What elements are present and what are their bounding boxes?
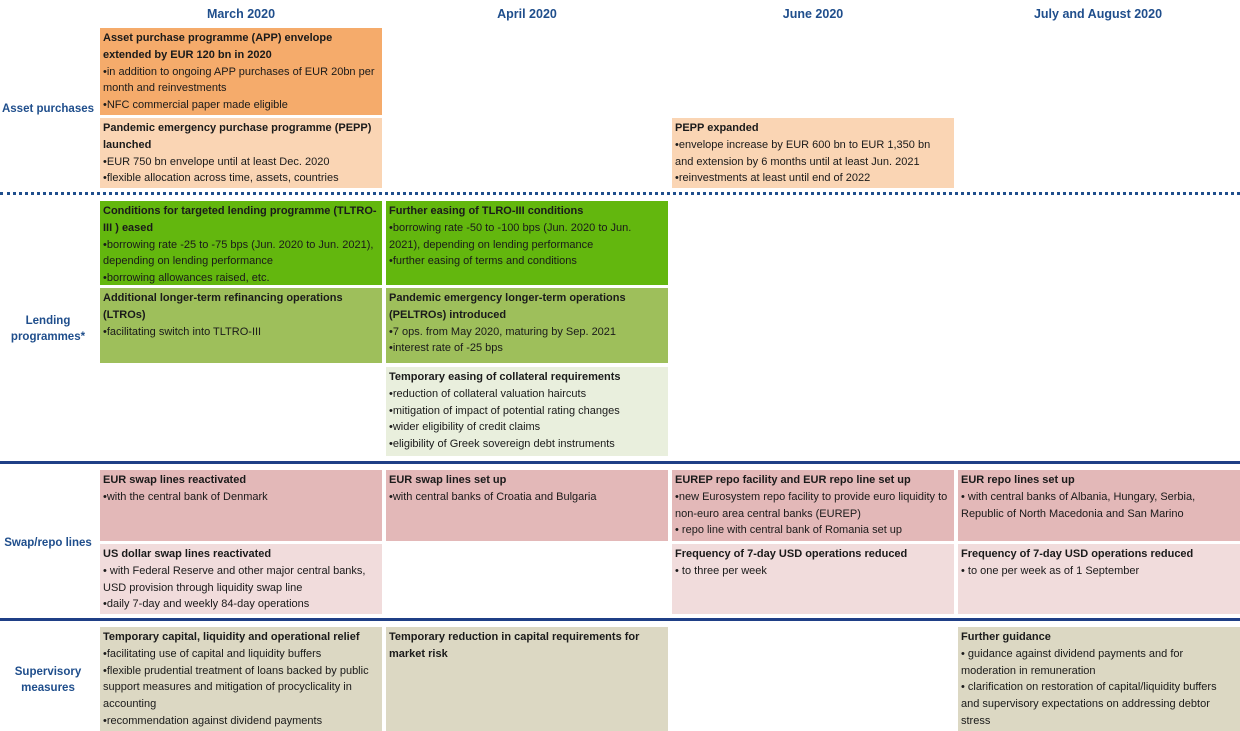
box-usd-ops-reduced-july: [958, 544, 1240, 614]
bullet-item: • envelope increase by EUR 600 bn to EUR 1,350 bn and extension by 6 months until at least Jun. 2021: [675, 137, 951, 171]
bullet-list: [961, 489, 1237, 523]
bullet-item: • 7 ops. from May 2020, maturing by Sep. 2021: [389, 324, 665, 341]
box-title: Pandemic emergency longer-term operations (PELTROs) introduced: [389, 292, 626, 321]
bullet-item: • daily 7-day and weekly 84-day operations: [103, 596, 379, 613]
bullet-item: • NFC commercial paper made eligible: [103, 97, 379, 114]
row-label-text: Supervisory: [14, 666, 82, 678]
box-title: Frequency of 7-day USD operations reduced: [961, 548, 1194, 560]
separator-dotted: [0, 192, 1240, 195]
header-april: April 2020: [497, 7, 557, 21]
row-label-supervisory: [0, 664, 96, 696]
box-title: Further guidance: [961, 631, 1051, 643]
box-capital-liquidity-relief: [100, 627, 382, 731]
bullet-list: [103, 154, 379, 188]
row-label-text: Lending: [25, 315, 71, 327]
bullet-item: • new Eurosystem repo facility to provide euro liquidity to non-euro area central banks (EUREP): [675, 489, 951, 523]
bullet-item: • further easing of terms and conditions: [389, 253, 665, 270]
bullet-item: • in addition to ongoing APP purchases of EUR 20bn per month and reinvestments: [103, 64, 379, 98]
box-title: Frequency of 7-day USD operations reduced: [675, 548, 908, 560]
bullet-item: • borrowing rate -25 to -75 bps (Jun. 2020 to Jun. 2021), depending on lending performance: [103, 237, 379, 271]
header-june: June 2020: [782, 7, 844, 21]
box-usd-ops-reduced-june: [672, 544, 954, 614]
bullet-list: [389, 386, 665, 453]
box-usd-swap-reactivated: [100, 544, 382, 614]
box-pepp-expanded: [672, 118, 954, 188]
bullet-item: • with the central bank of Denmark: [103, 489, 379, 506]
header-march: March 2020: [206, 7, 276, 21]
bullet-list: [675, 563, 951, 580]
bullet-item: • repo line with central bank of Romania set up: [675, 522, 951, 539]
box-peltro: [386, 288, 668, 363]
bullet-item: • eligibility of Greek sovereign debt instruments: [389, 436, 665, 453]
bullet-item: • reinvestments at least until end of 2022: [675, 170, 951, 187]
box-tltro-further-easing: [386, 201, 668, 285]
bullet-item: • mitigation of impact of potential rating changes: [389, 403, 665, 420]
bullet-list: [103, 563, 379, 613]
box-tltro-eased: [100, 201, 382, 285]
row-label-text: Swap/repo lines: [4, 537, 92, 549]
box-eur-repo-lines: [958, 470, 1240, 541]
bullet-item: • with central banks of Croatia and Bulgaria: [389, 489, 665, 506]
bullet-item: • borrowing rate -50 to -100 bps (Jun. 2020 to Jun. 2021), depending on lending performance: [389, 220, 665, 254]
box-title: Temporary reduction in capital requirements for market risk: [389, 631, 640, 660]
box-further-guidance: [958, 627, 1240, 731]
row-label-text: programmes*: [10, 331, 86, 343]
box-ltro: [100, 288, 382, 363]
box-market-risk-reduction: [386, 627, 668, 731]
box-collateral-easing: [386, 367, 668, 456]
row-label-asset-purchases: [0, 101, 96, 117]
box-title: EUREP repo facility and EUR repo line set up: [675, 474, 911, 486]
bullet-item: • flexible prudential treatment of loans backed by public support measures and mitigation of procyclicality in accounting: [103, 663, 379, 713]
bullet-item: • borrowing allowances raised, etc.: [103, 270, 379, 285]
box-app-extended: [100, 28, 382, 115]
bullet-item: • to three per week: [675, 563, 951, 580]
box-title: Additional longer-term refinancing operations (LTROs): [103, 292, 343, 321]
box-title: Further easing of TLRO-III conditions: [389, 205, 584, 217]
box-eurep: [672, 470, 954, 541]
bullet-item: • to one per week as of 1 September: [961, 563, 1237, 580]
bullet-list: [389, 220, 665, 270]
box-pepp-launched: [100, 118, 382, 188]
bullet-list: [389, 489, 665, 506]
box-eur-swap-set-up: [386, 470, 668, 541]
bullet-list: [961, 563, 1237, 580]
bullet-item: • with Federal Reserve and other major central banks, USD provision through liquidity swap line: [103, 563, 379, 597]
bullet-list: [103, 646, 379, 730]
bullet-item: • guidance against dividend payments and for moderation in remuneration: [961, 646, 1237, 680]
bullet-item: • EUR 750 bn envelope until at least Dec. 2020: [103, 154, 379, 171]
row-label-swap-repo: [0, 535, 96, 551]
box-title: Conditions for targeted lending programme (TLTRO-III ) eased: [103, 205, 377, 234]
bullet-item: • wider eligibility of credit claims: [389, 419, 665, 436]
row-label-lending: [0, 313, 96, 345]
bullet-item: • clarification on restoration of capital/liquidity buffers and supervisory expectations on addressing debtor stress: [961, 679, 1237, 729]
bullet-item: • reduction of collateral valuation haircuts: [389, 386, 665, 403]
bullet-item: • interest rate of -25 bps: [389, 340, 665, 357]
bullet-list: [389, 324, 665, 358]
bullet-list: [103, 64, 379, 114]
box-title: PEPP expanded: [675, 122, 759, 134]
bullet-list: [103, 324, 379, 341]
bullet-item: • flexible allocation across time, assets, countries: [103, 170, 379, 187]
bullet-item: • with central banks of Albania, Hungary, Serbia, Republic of North Macedonia and San Marino: [961, 489, 1237, 523]
box-title: EUR swap lines set up: [389, 474, 507, 486]
box-title: Temporary easing of collateral requirements: [389, 371, 621, 383]
bullet-list: [675, 489, 951, 539]
box-title: EUR repo lines set up: [961, 474, 1075, 486]
bullet-list: [103, 237, 379, 285]
box-title: EUR swap lines reactivated: [103, 474, 247, 486]
bullet-list: [961, 646, 1237, 730]
box-title: Temporary capital, liquidity and operational relief: [103, 631, 360, 643]
box-title: US dollar swap lines reactivated: [103, 548, 272, 560]
header-july-august: July and August 2020: [1033, 7, 1163, 21]
row-label-text: Asset purchases: [1, 103, 95, 115]
bullet-list: [103, 489, 379, 506]
box-title: Asset purchase programme (APP) envelope extended by EUR 120 bn in 2020: [103, 32, 333, 61]
bullet-item: • facilitating switch into TLTRO-III: [103, 324, 379, 341]
box-eur-swap-reactivated: [100, 470, 382, 541]
row-label-text: measures: [21, 682, 75, 694]
bullet-item: • facilitating use of capital and liquidity buffers: [103, 646, 379, 663]
box-title: Pandemic emergency purchase programme (PEPP) launched: [103, 122, 372, 151]
separator-solid: [0, 461, 1240, 464]
bullet-item: • recommendation against dividend payments: [103, 713, 379, 730]
separator-solid: [0, 618, 1240, 621]
bullet-list: [675, 137, 951, 187]
